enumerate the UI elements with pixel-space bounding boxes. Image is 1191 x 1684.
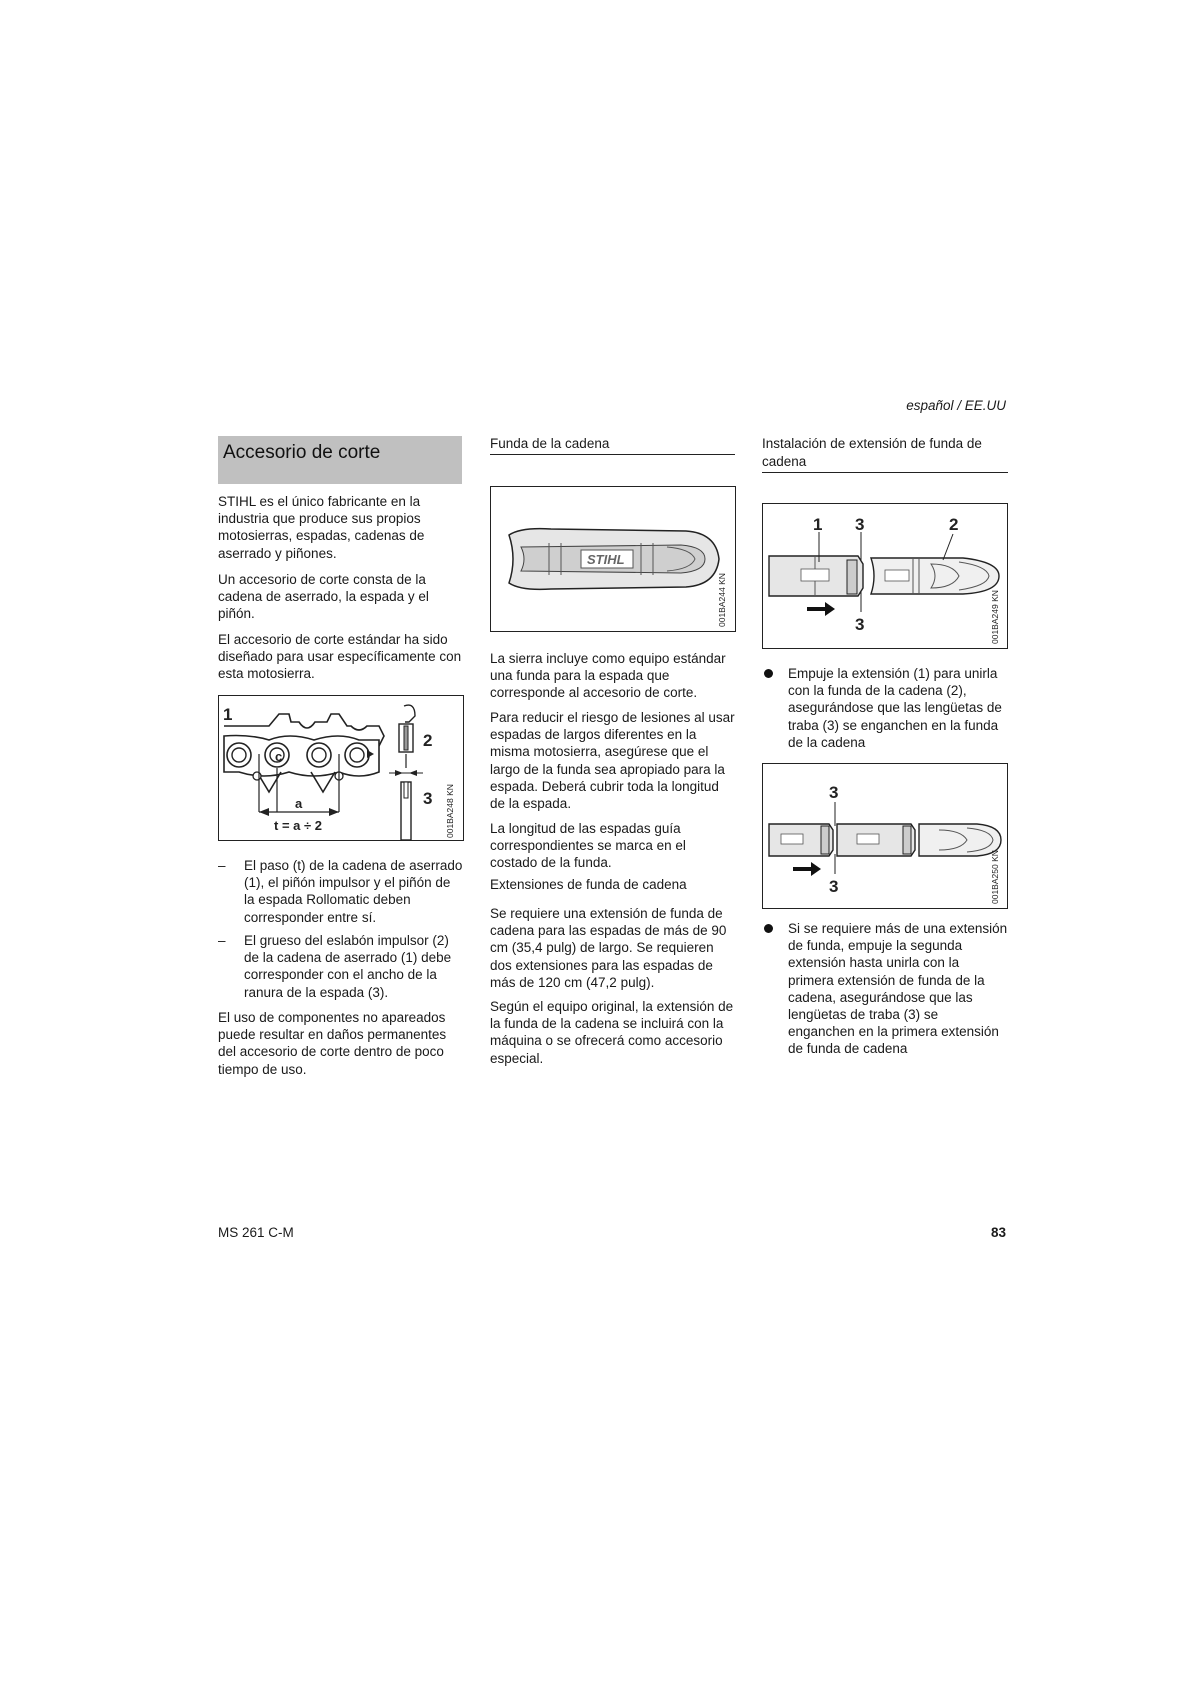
figure-code: 001BA249 KN xyxy=(990,590,1000,644)
label-3: 3 xyxy=(829,783,839,802)
figure-code: 001BA244 KN xyxy=(717,573,727,627)
extension-requirement-paragraph: Se requiere una extensión de funda de cadena para las espadas de más de 90 cm (35,4 pulg) de largo. Se requieren dos extensiones para las espadas de más de 120 cm (47,2 pulg). xyxy=(490,906,727,990)
bullet-icon xyxy=(764,924,773,933)
figure-code: 001BA250 KN xyxy=(990,850,1000,904)
list-item xyxy=(762,665,1008,755)
list-item xyxy=(218,857,463,927)
label-1: 1 xyxy=(223,705,233,724)
list-item xyxy=(762,920,1008,1060)
formula: t = a ÷ 2 xyxy=(274,818,322,833)
dash-mark: – xyxy=(218,933,226,948)
safety-paragraph: Para reducir el riesgo de lesiones al usar espadas de largos diferentes en la misma motosierra, asegúrese que el largo de la funda sea apropiado para la espada. Deberá cubrir toda la longitud de la espada. xyxy=(490,710,735,812)
intro-paragraph: STIHL es el único fabricante en la industria que produce sus propios motosierras, espadas, cadenas de aserrado y piñones. xyxy=(218,494,425,561)
list-item-text: Si se requiere más de una extensión de funda, empuje la segunda extensión hasta unirla con la primera extensión de funda de la cadena, asegurándose que las lengüetas de traba (3) se enganchen en la primera extensión de funda de cadena xyxy=(788,921,1008,1057)
language-label: español / EE.UU xyxy=(906,398,1006,413)
extension-figure-2 xyxy=(762,763,1008,909)
included-paragraph: Según el equipo original, la extensión de la funda de la cadena se incluirá con la máquina o se ofrecerá como accesorio especial. xyxy=(490,999,734,1066)
label-3: 3 xyxy=(423,789,433,808)
label-1: 1 xyxy=(813,515,823,534)
chain-sheath-figure xyxy=(490,486,736,632)
installation-heading: Instalación de extensión de funda de cadena xyxy=(762,436,982,469)
label-3: 3 xyxy=(855,515,865,534)
extension-figure-1 xyxy=(762,503,1008,649)
chain-pitch-figure xyxy=(218,695,464,841)
label-3: 3 xyxy=(829,877,839,896)
standard-paragraph: El accesorio de corte estándar ha sido diseñado para usar específicamente con esta motosierra. xyxy=(218,632,462,682)
warning-paragraph: El uso de componentes no apareados puede resultar en daños permanentes del accesorio de corte dentro de poco tiempo de uso. xyxy=(218,1010,447,1077)
extension-illustration-1 xyxy=(763,504,1008,649)
sheath-illustration xyxy=(491,487,736,632)
section-title: Accesorio de corte xyxy=(223,442,381,463)
label-2: 2 xyxy=(949,515,959,534)
components-paragraph: Un accesorio de corte consta de la cadena de aserrado, la espada y el piñón. xyxy=(218,572,429,622)
brand-logo: STIHL xyxy=(587,552,625,567)
section-heading-box xyxy=(218,436,462,484)
label-2: 2 xyxy=(423,731,433,750)
dash-mark: – xyxy=(218,858,226,873)
sheath-paragraph: La sierra incluye como equipo estándar una funda para la espada que corresponde al accesorio de corte. xyxy=(490,651,726,701)
page-number: 83 xyxy=(990,1225,1006,1240)
heading-rule xyxy=(490,454,735,455)
heading-rule xyxy=(762,472,1008,473)
list-item-text: El grueso del eslabón impulsor (2) de la cadena de aserrado (1) debe corresponder con el ancho de la ranura de la espada (3). xyxy=(244,933,452,1000)
list-item xyxy=(218,932,463,1002)
label-c: c xyxy=(275,749,283,764)
chain-sheath-heading: Funda de la cadena xyxy=(490,436,610,451)
bullet-icon xyxy=(764,669,773,678)
extensions-subheading: Extensiones de funda de cadena xyxy=(490,877,687,892)
label-a: a xyxy=(295,796,303,811)
extension-illustration-2 xyxy=(763,764,1008,909)
figure-code: 001BA248 KN xyxy=(445,784,455,838)
label-3: 3 xyxy=(855,615,865,634)
marking-paragraph: La longitud de las espadas guía correspondientes se marca en el costado de la funda. xyxy=(490,821,686,871)
list-item-text: El paso (t) de la cadena de aserrado (1), el piñón impulsor y el piñón de la espada Rollomatic deben corresponder entre sí. xyxy=(244,858,463,925)
chain-illustration xyxy=(219,696,464,841)
list-item-text: Empuje la extensión (1) para unirla con la funda de la cadena (2), asegurándose que las lengüetas de traba (3) se enganchen en la funda de la cadena xyxy=(788,666,1002,750)
footer-model: MS 261 C-M xyxy=(218,1225,294,1240)
